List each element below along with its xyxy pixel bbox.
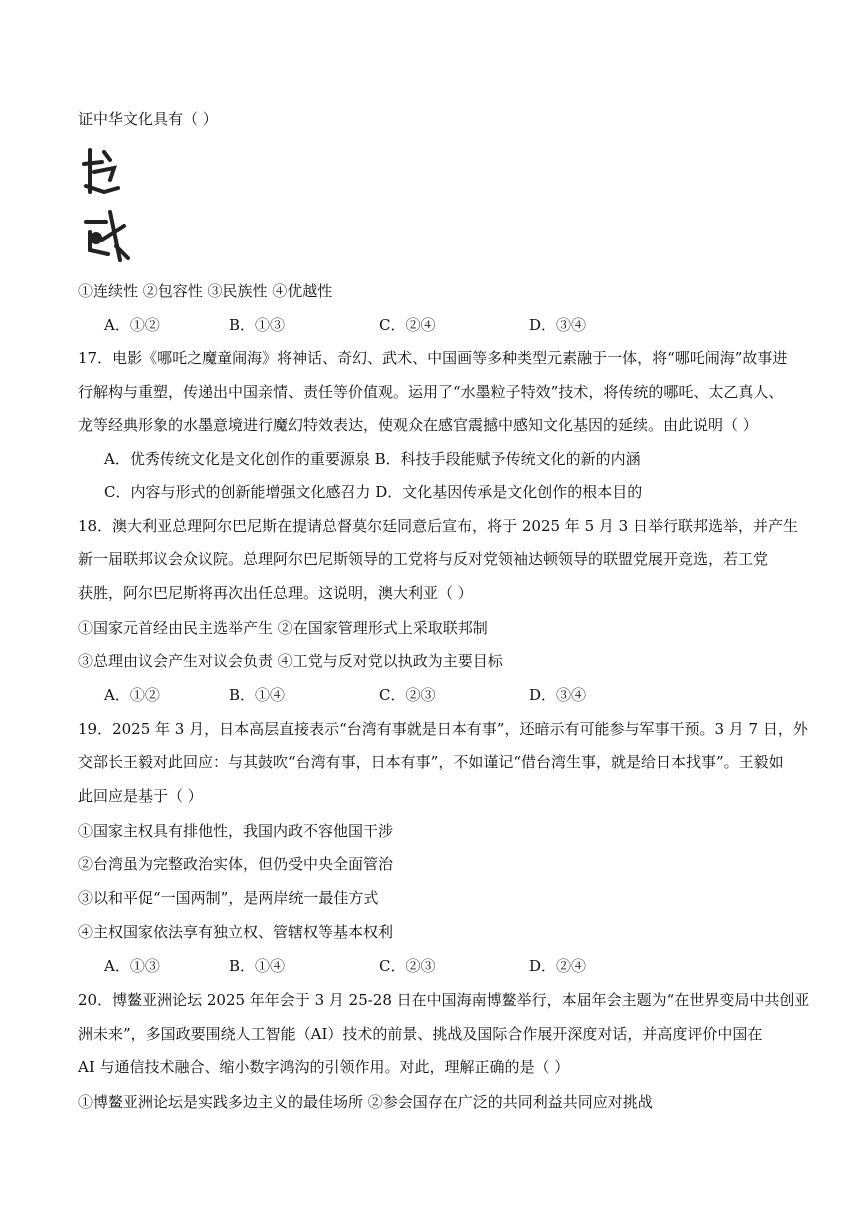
q16-option-c[interactable]: C．②④ xyxy=(379,316,436,334)
q19-statement: ②台湾虽为完整政治实体，但仍受中央全面管治 xyxy=(78,855,394,873)
q17-stem-line: 行解构与重塑，传递出中国亲情、责任等价值观。运用了“水墨粒子特效”技术，将传统的哪吒、太乙真人、 xyxy=(78,383,784,401)
q20-statement-row: ①博鳌亚洲论坛是实践多边主义的最佳场所 ②参会国存在广泛的共同利益共同应对挑战 xyxy=(78,1093,653,1111)
q17-stem-line: 17．电影《哪吒之魔童闹海》将神话、奇幻、武术、中国画等多种类型元素融于一体，将“哪吒闹海”故事进 xyxy=(78,349,788,367)
q20-stem-line: 20．博鳌亚洲论坛 2025 年年会于 3 月 25-28 日在中国海南博鳌举行，本届年会主题为“在世界变局中共创亚 xyxy=(78,991,810,1009)
q16-option-a[interactable]: A．①② xyxy=(104,316,160,334)
q19-stem-line: 此回应是基于（ ） xyxy=(78,787,203,805)
q18-stem-line: 18．澳大利亚总理阿尔巴尼斯在提请总督莫尔廷同意后宣布，将于 2025 年 5 月 3 日举行联邦选举，并产生 xyxy=(78,517,798,535)
q20-stem-line: 洲未来”，多国政要围绕人工智能（AI）技术的前景、挑战及国际合作展开深度对话，并高度评价中国在 xyxy=(78,1025,763,1043)
q19-option-a[interactable]: A．①③ xyxy=(104,957,160,975)
q16-option-d[interactable]: D．③④ xyxy=(529,316,587,334)
q19-stem-line: 交部长王毅对此回应：与其鼓吹“台湾有事，日本有事”，不如谨记“借台湾生事，就是给日本找事”。王毅如 xyxy=(78,753,784,771)
q16-statements: ①连续性 ②包容性 ③民族性 ④优越性 xyxy=(78,282,333,300)
q17-options-cd[interactable]: C．内容与形式的创新能增强文化感召力 D．文化基因传承是文化创作的根本目的 xyxy=(104,483,643,501)
q19-option-c[interactable]: C．②③ xyxy=(379,957,436,975)
q18-stem-line: 新一届联邦议会众议院。总理阿尔巴尼斯领导的工党将与反对党领袖达顿领导的联盟党展开竞选，若工党 xyxy=(78,550,769,568)
q16-option-b[interactable]: B．①③ xyxy=(229,316,286,334)
question-stem-tail: 证中华文化具有（ ） xyxy=(78,110,218,128)
q18-statement-row: ③总理由议会产生对议会负责 ④工党与反对党以执政为主要目标 xyxy=(78,652,503,670)
q18-option-b[interactable]: B．①④ xyxy=(229,686,286,704)
q18-option-a[interactable]: A．①② xyxy=(104,686,160,704)
q19-stem-line: 19．2025 年 3 月，日本高层直接表示“台湾有事就是日本有事”，还暗示有可能参与军事干预。3 月 7 日，外 xyxy=(78,720,808,738)
q19-option-b[interactable]: B．①④ xyxy=(229,957,286,975)
q18-stem-line: 获胜，阿尔巴尼斯将再次出任总理。这说明，澳大利亚（ ） xyxy=(78,584,473,602)
q19-statement: ①国家主权具有排他性，我国内政不容他国干涉 xyxy=(78,822,394,840)
q19-option-d[interactable]: D．②④ xyxy=(529,957,587,975)
q19-statement: ④主权国家依法享有独立权、管辖权等基本权利 xyxy=(78,923,394,941)
q18-option-c[interactable]: C．②③ xyxy=(379,686,436,704)
q19-statement: ③以和平促“一国两制”，是两岸统一最佳方式 xyxy=(78,889,379,907)
seal-script-glyph-image xyxy=(80,142,140,267)
q17-options-ab[interactable]: A．优秀传统文化是文化创作的重要源泉 B．科技手段能赋予传统文化的新的内涵 xyxy=(104,450,641,468)
q20-stem-line: AI 与通信技术融合、缩小数字鸿沟的引领作用。对此，理解正确的是（ ） xyxy=(78,1058,570,1076)
q18-statement-row: ①国家元首经由民主选举产生 ②在国家管理形式上采取联邦制 xyxy=(78,619,488,637)
q18-option-d[interactable]: D．③④ xyxy=(529,686,587,704)
q17-stem-line: 龙等经典形象的水墨意境进行魔幻特效表达，使观众在感官震撼中感知文化基因的延续。由此说明（ ） xyxy=(78,416,758,434)
